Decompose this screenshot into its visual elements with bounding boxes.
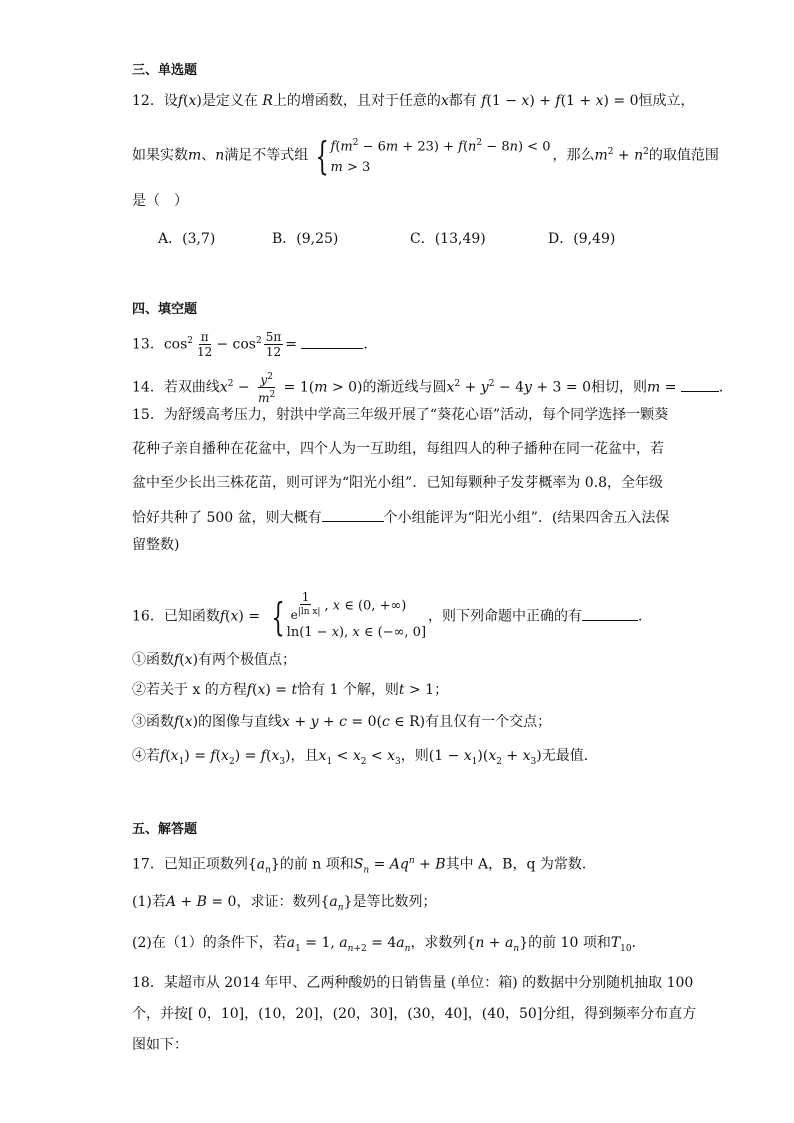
q12-text-3: 都有 xyxy=(448,93,477,109)
q17-text-1c: 其中 A，B，q 为常数． xyxy=(445,856,596,873)
section-heading-fill-blank: 四、填空题 xyxy=(132,302,198,317)
q12-prefix: 12．设 xyxy=(132,93,178,109)
q15-line-2: 花种子亲自播种在花盆中，四个人为一互助组，每组四人的种子播种在同一花盆中，若 xyxy=(132,441,664,457)
q15-answer-blank[interactable] xyxy=(322,507,384,522)
q13-answer-blank[interactable] xyxy=(301,334,363,349)
q16-statement-1: ①函数f(x)有两个极值点； xyxy=(132,652,297,668)
q18-line-1: 18．某超市从 2014 年甲、乙两种酸奶的日销售量 (单位：箱) 的数据中分别随机抽取 100 xyxy=(132,975,694,991)
choice-d-value: (9,49) xyxy=(573,231,616,247)
q14-prefix: 14．若双曲线 xyxy=(132,379,220,396)
q14-end: ． xyxy=(718,379,733,396)
q16-s4c: ，则 xyxy=(400,748,429,764)
q12-text-5: 如果实数 xyxy=(132,147,188,164)
q15-line-4 xyxy=(132,507,669,528)
q16-statement-2: ②若关于 x 的方程f(x) = t恰有 1 个解，则t > 1； xyxy=(132,682,449,698)
piecewise-function: { $\frac{1}{e^{|ln x|}}$ , x ∈ (0, +∞) ln(1 − x), x ∈ (−∞, 0] xyxy=(271,590,427,640)
q17-part-2: (2)在（1）的条件下，若$a_1 = 1$, $a_{n+2} = 4a_n$，求数列$\{n + a_n\}$的前 10 项和$T_{10}$． xyxy=(132,935,646,954)
q16-s3b: 的图像与直线 xyxy=(198,714,283,730)
q16-s4b: ，且 xyxy=(290,748,319,764)
q16-s3c: 有且仅有一个交点； xyxy=(425,714,552,730)
q16-s2a: ②若关于 x 的方程 xyxy=(132,682,247,698)
section-heading-single-choice: 三、单选题 xyxy=(132,63,198,78)
q15-text-4b: 个小组能评为“阳光小组”．(结果四舍五入法保 xyxy=(383,510,670,526)
q17-p2c: 的前 10 项和 xyxy=(528,935,611,951)
q17-p1b: ，求证：数列 xyxy=(236,894,321,910)
choice-c xyxy=(410,228,486,248)
q17-part-1: (1)若A + B = 0，求证：数列$\{a_n\}$是等比数列； xyxy=(132,894,437,913)
q12-line-3: 是（ ） xyxy=(132,193,188,209)
q15-text-4a: 恰好共种了 500 盆，则大概有 xyxy=(132,510,322,526)
q14-line: 14．若双曲线$x^2$ − $\frac{y^2}{m^2}$ = 1(m > 0)的渐近线与圆$x^2 + y^2 - 4y + 3 = 0$相切，则m = ． xyxy=(132,372,733,405)
q17-text-1b: 的前 n 项和 xyxy=(279,856,354,873)
q12-text-6: 满足不等式组 xyxy=(224,147,309,164)
q17-p2a: (2)在（1）的条件下，若 xyxy=(132,935,287,951)
choice-d xyxy=(548,228,615,248)
q16-statement-3: ③函数f(x)的图像与直线x + y + c = 0(c ∈ R)有且仅有一个交点； xyxy=(132,714,552,730)
inequality-system: { $f(m^2 - 6m + 23) + f(n^2 - 8n) < 0$ m > 3 xyxy=(315,133,551,178)
q15-line-3: 盆中至少长出三株花苗，则可评为“阳光小组”．已知每颗种子发芽概率为 0.8，全年级 xyxy=(132,475,664,491)
q12-text-1: 是定义在 xyxy=(201,93,258,109)
q16-answer-blank[interactable] xyxy=(582,606,638,621)
q17-p2b: ，求数列 xyxy=(410,935,467,951)
section-heading-answer: 五、解答题 xyxy=(132,822,198,837)
q16-s4d: 无最值． xyxy=(541,748,598,764)
q18-line-3: 图如下： xyxy=(132,1037,188,1053)
q14-text-1: 的渐近线与圆 xyxy=(362,379,447,396)
q12-text-2: 上的增函数，且对于任意的 xyxy=(272,93,441,109)
q16-tail: ，则下列命题中正确的有 xyxy=(428,608,583,625)
q12-line-1: 12．设f(x)是定义在 R上的增函数，且对于任意的x都有 f(1 − x) + f(1 + x) = 0恒成立， xyxy=(132,93,695,109)
q16-s1b: 有两个极值点； xyxy=(198,652,297,668)
q15-line-1: 15．为舒缓高考压力，射洪中学高三年级开展了“葵花心语”活动，每个同学选择一颗葵 xyxy=(132,407,669,423)
q14-text-2: 相切，则 xyxy=(591,379,647,396)
q17-p2d: ． xyxy=(631,935,646,951)
q17-line-1: 17．已知正项数列$\{a_n\}$的前 n 项和$S_n = Aq^n + B$其中 A，B，q 为常数． xyxy=(132,856,596,876)
choice-a xyxy=(158,228,215,248)
choice-c-label: C． xyxy=(410,231,435,247)
choice-d-label: D． xyxy=(548,231,574,247)
q12-text-8: 的取值范围 xyxy=(648,147,719,164)
q17-p1a: (1)若 xyxy=(132,894,166,910)
q13-line: 13．$\cos^2$ $\frac{\pi}{12}$ − $\cos^2$ $\frac{5\pi}{12}$ = . xyxy=(132,330,368,359)
q16-s3a: ③函数 xyxy=(132,714,174,730)
q16-s2c: ； xyxy=(434,682,449,698)
choice-b-value: (9,25) xyxy=(296,231,339,247)
choice-a-label: A． xyxy=(158,231,183,247)
q17-p1c: 是等比数列； xyxy=(352,894,437,910)
choice-c-value: (13,49) xyxy=(434,231,486,247)
choice-b xyxy=(272,228,338,248)
q12-text-4: 恒成立， xyxy=(638,93,695,109)
q16-s2b: 恰有 1 个解，则 xyxy=(297,682,399,698)
q16-line: 16．已知函数f(x) = { $\frac{1}{e^{|ln x|}}$ , x ∈ (0, +∞) ln(1 − x), x ∈ (−∞, 0] ，则下列命题中正确的有 ． xyxy=(132,590,652,643)
q16-end: ． xyxy=(638,608,653,625)
q12-line-2: 如果实数m、n满足不等式组 { $f(m^2 - 6m + 23) + f(n^2 - 8n) < 0$ m > 3 ，那么$m^2 + n^2$的取值范围 xyxy=(132,133,719,178)
q16-prefix: 16．已知函数 xyxy=(132,608,220,625)
q13-prefix: 13． xyxy=(132,336,164,353)
choice-b-label: B． xyxy=(272,231,297,247)
q17-text-1a: 17．已知正项数列 xyxy=(132,856,248,873)
choice-a-value: (3,7) xyxy=(182,231,216,247)
q15-line-5: 留整数) xyxy=(132,537,180,553)
q16-statement-4: ④若$f(x_1) = f(x_2) = f(x_3)$，且$x_1 < x_2 < x_3$，则$(1 - x_1)(x_2 + x_3)$无最值． xyxy=(132,748,598,767)
q12-text-7: ，那么 xyxy=(552,147,595,164)
q13-end: . xyxy=(363,336,368,353)
q18-line-2: 个，并按[ 0，10]，(10，20]，(20，30]，(30，40]，(40，50]分组，得到频率分布直方 xyxy=(132,1006,697,1022)
q14-answer-blank[interactable] xyxy=(681,377,719,392)
q16-s1a: ①函数 xyxy=(132,652,174,668)
q16-s4a: ④若 xyxy=(132,748,160,764)
